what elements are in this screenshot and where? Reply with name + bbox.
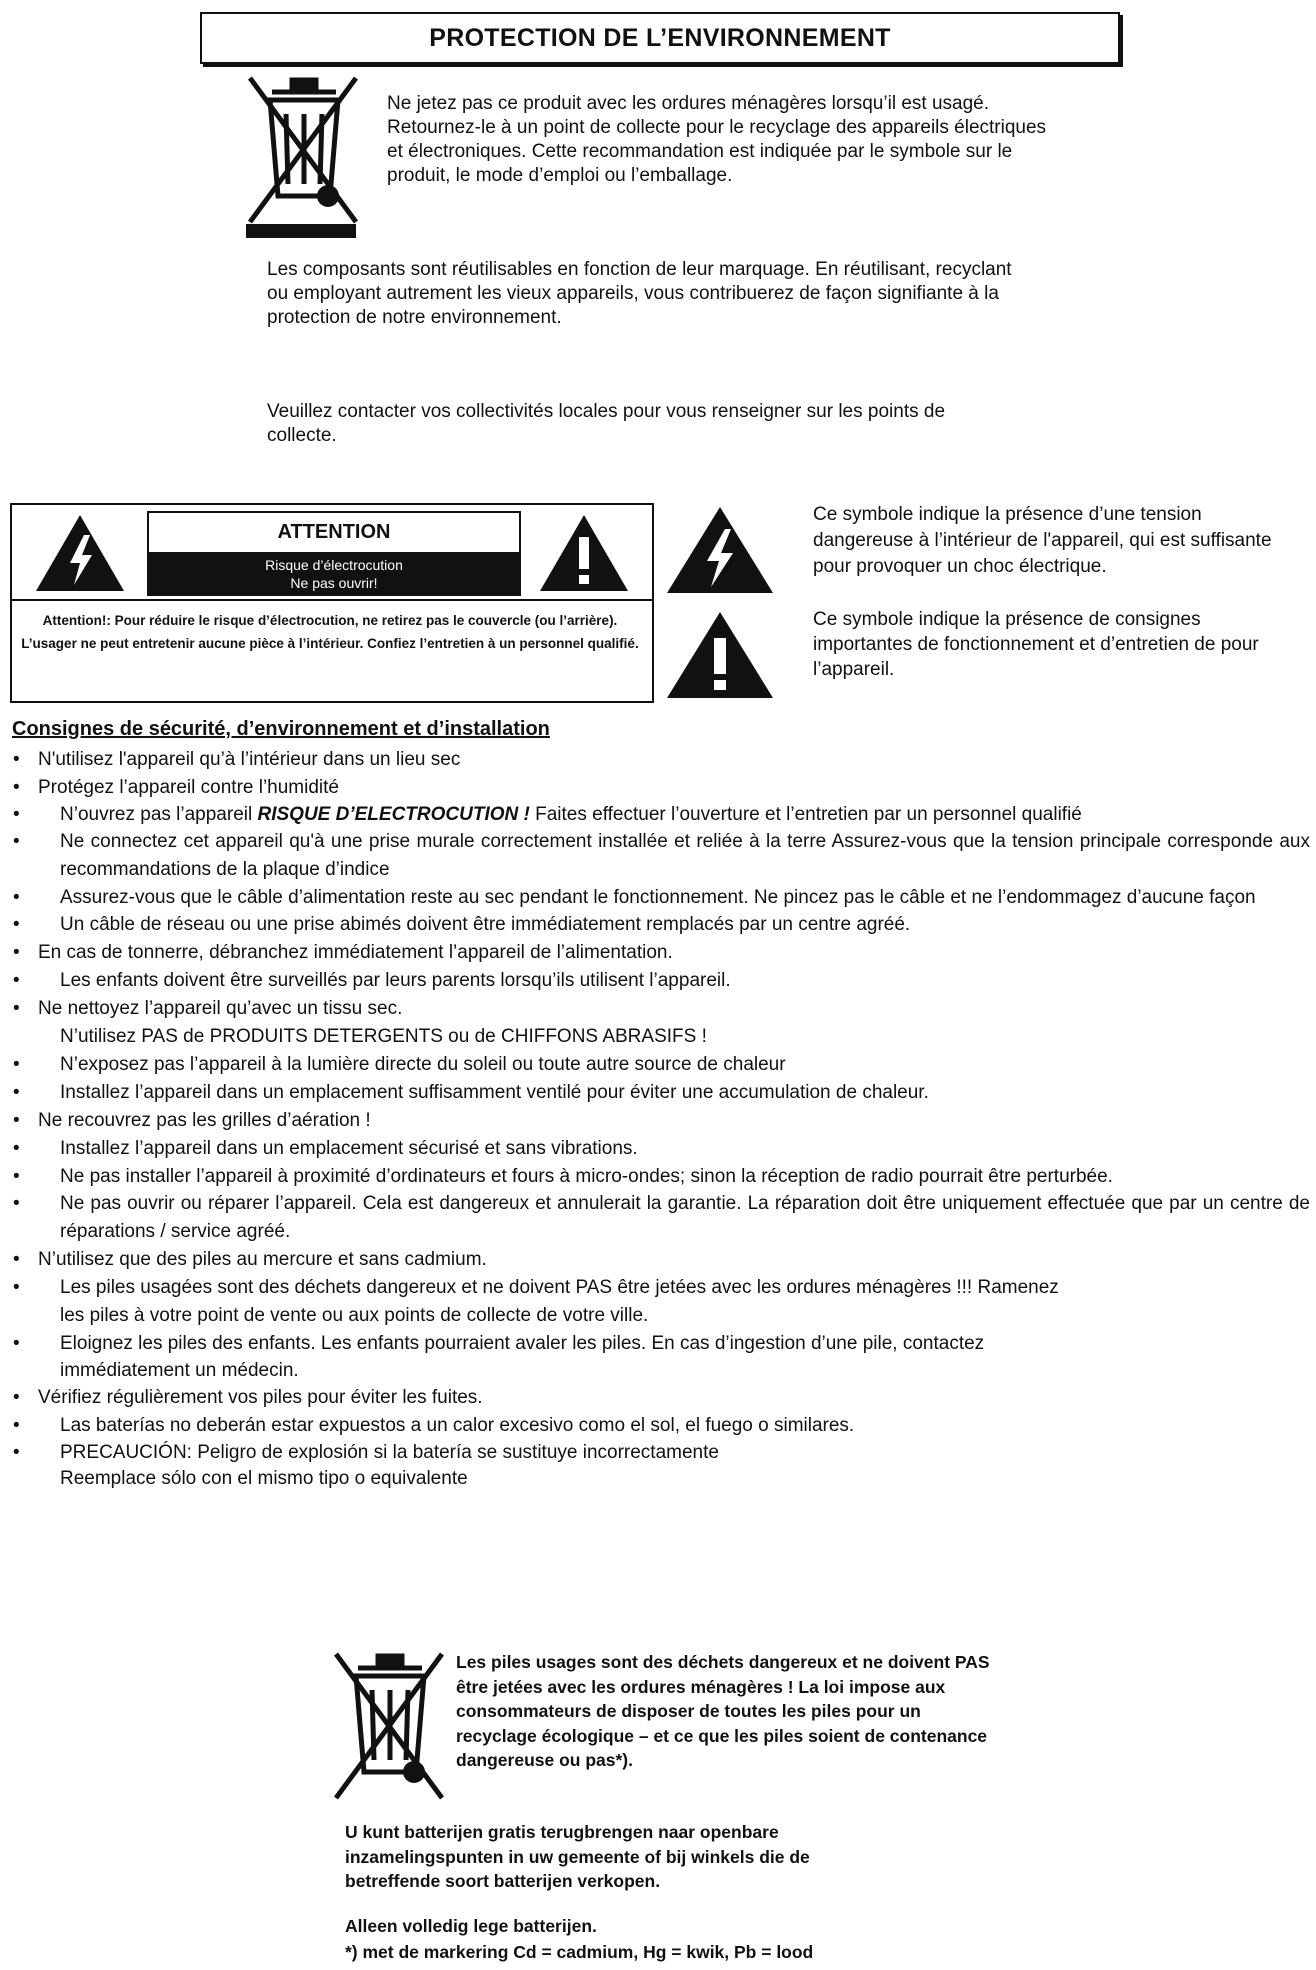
- list-item: • N’ouvrez pas l’appareil RISQUE D’ELECTROCUTION ! Faites effectuer l’ouverture et l’entretien par un personnel qualifié: [10, 802, 1310, 828]
- list-item: • Ne nettoyez l’appareil qu’avec un tissu sec. N’utilisez PAS de PRODUITS DETERGENTS ou de CHIFFONS ABRASIFS !: [10, 995, 1310, 1051]
- list-item: • Vérifiez régulièrement vos piles pour éviter les fuites.: [10, 1384, 1310, 1412]
- list-item: • Ne recouvrez pas les grilles d’aération !: [10, 1107, 1310, 1135]
- exclamation-symbol-icon: [665, 610, 775, 700]
- environment-paragraph-3: Veuillez contacter vos collectivités locales pour vous renseigner sur les points de collecte.: [267, 401, 946, 446]
- lightning-symbol-text: Ce symbole indique la présence d’une tension dangereuse à l’intérieur de l'appareil, qui est suffisante pour provoquer un choc électrique.: [813, 504, 1272, 577]
- exclamation-symbol-text: Ce symbole indique la présence de consignes importantes de fonctionnement et d’entretien de pour l’appareil.: [813, 609, 1259, 680]
- weee-bin-icon: [244, 72, 362, 240]
- list-item: • Ne pas installer l’appareil à proximité d’ordinateurs et fours à micro-ondes; sinon la réception de radio pourrait être perturbée.: [10, 1163, 1310, 1190]
- battery-weee-bin-icon: [330, 1648, 448, 1808]
- list-item: • Les piles usagées sont des déchets dangereux et ne doivent PAS être jetées avec les ordures ménagères !!! Ramenez les piles à votre point de vente ou aux points de collecte de votre ville.: [10, 1274, 1310, 1330]
- lightning-warning-icon: [34, 513, 126, 593]
- battery-footnote: *) met de markering Cd = cadmium, Hg = kwik, Pb = lood: [345, 1942, 814, 1962]
- list-item: • Installez l’appareil dans un emplacement suffisamment ventilé pour éviter une accumulation de chaleur.: [10, 1079, 1310, 1107]
- electrocution-emphasis: RISQUE D’ELECTROCUTION !: [257, 804, 530, 825]
- attention-line-1: Risque d’électrocution: [265, 557, 403, 573]
- list-item: • N’utilisez que des piles au mercure et sans cadmium.: [10, 1246, 1310, 1274]
- detergent-warning: N’utilisez PAS de PRODUITS DETERGENTS ou de CHIFFONS ABRASIFS !: [60, 1026, 707, 1047]
- environment-paragraph-1: Ne jetez pas ce produit avec les ordures ménagères lorsqu’il est usagé. Retournez-le à un point de collecte pour le recyclage des appareils électriques et électroniques. Cette recommandation est indiquée par le symbole sur le produit, le mode d’emploi ou l’emballage.: [387, 93, 1047, 186]
- attention-banner: [147, 511, 521, 596]
- safety-list: [10, 746, 1310, 1492]
- battery-dutch-text: U kunt batterijen gratis terugbrengen naar openbare inzamelingspunten in uw gemeente of bij winkels die de betreffende soort batterijen verkopen.: [345, 1822, 810, 1891]
- list-item: • En cas de tonnerre, débranchez immédiatement l’appareil de l’alimentation.: [10, 939, 1310, 967]
- attention-label-box: [10, 503, 654, 703]
- list-item: • PRECAUCIÓN: Peligro de explosión si la batería se sustituye incorrectamente Reemplace sólo con el mismo tipo o equivalente: [10, 1440, 1310, 1492]
- replacement-note: Reemplace sólo con el mismo tipo o equivalente: [60, 1468, 468, 1489]
- list-item: • Ne connectez cet appareil qu'à une prise murale correctement installée et reliée à la terre Assurez-vous que la tension principale corresponde aux recommandations de la plaque d’indice: [10, 828, 1310, 884]
- environment-paragraph-2: Les composants sont réutilisables en fonction de leur marquage. En réutilisant, recyclant ou employant autrement les vieux appareils, vous contribuerez de façon signifiante à la protection de notre environnement.: [267, 259, 1012, 328]
- list-item: • Installez l’appareil dans un emplacement sécurisé et sans vibrations.: [10, 1135, 1310, 1163]
- exclamation-warning-icon: [538, 513, 630, 593]
- list-item: • Protégez l’appareil contre l’humidité: [10, 774, 1310, 802]
- list-item: • N'utilisez l'appareil qu’à l’intérieur dans un lieu sec: [10, 746, 1310, 774]
- list-item: • Las baterías no deberán estar expuestos a un calor excesivo como el sol, el fuego o similares.: [10, 1412, 1310, 1440]
- list-item: • N’exposez pas l’appareil à la lumière directe du soleil ou toute autre source de chaleur: [10, 1051, 1310, 1079]
- attention-line-2: Ne pas ouvrir!: [290, 575, 378, 591]
- page-title: PROTECTION DE L’ENVIRONNEMENT: [200, 12, 1120, 64]
- lightning-symbol-icon: [665, 505, 775, 595]
- list-item: • Eloignez les piles des enfants. Les enfants pourraient avaler les piles. En cas d’ingestion d’une pile, contactez immédiatement un médecin.: [10, 1330, 1310, 1384]
- safety-heading: Consignes de sécurité, d’environnement et d’installation: [12, 718, 550, 740]
- list-item: • Ne pas ouvrir ou réparer l’appareil. Cela est dangereux et annulerait la garantie. La réparation doit être uniquement effectuée que par un centre de réparations / service agréé.: [10, 1190, 1310, 1246]
- list-item: • Les enfants doivent être surveillés par leurs parents lorsqu’ils utilisent l’appareil.: [10, 967, 1310, 995]
- attention-warning-strip: [149, 552, 519, 594]
- list-item: • Assurez-vous que le câble d’alimentation reste au sec pendant le fonctionnement. Ne pincez pas le câble et ne l’endommagez d’aucune façon: [10, 884, 1310, 911]
- list-item: • Un câble de réseau ou une prise abimés doivent être immédiatement remplacés par un centre agréé.: [10, 911, 1310, 939]
- attention-divider: [12, 599, 652, 601]
- battery-dutch-note: Alleen volledig lege batterijen.: [345, 1916, 597, 1936]
- battery-french-text: Les piles usages sont des déchets dangereux et ne doivent PAS être jetées avec les ordures ménagères ! La loi impose aux consommateurs de disposer de toutes les piles pour un recyclage écologique – et ce que les piles soient de contenance dangereuse ou pas*).: [456, 1652, 990, 1770]
- attention-title: ATTENTION: [277, 521, 391, 543]
- attention-note: Attention!: Pour réduire le risque d’électrocution, ne retirez pas le couvercle (ou l’arrière). L’usager ne peut entretenir aucune pièce à l’intérieur. Confiez l’entretien à un personnel qualifié.: [21, 613, 639, 651]
